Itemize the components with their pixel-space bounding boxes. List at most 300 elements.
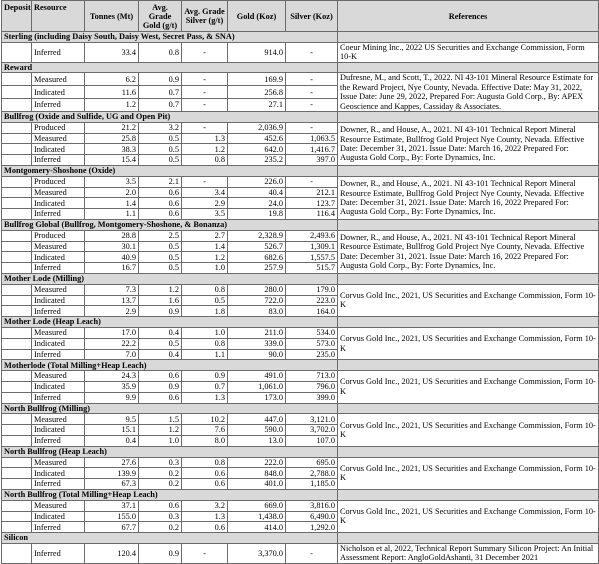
resource-cell: Indicated	[32, 511, 85, 522]
deposit-cell	[2, 99, 32, 112]
tonnes-cell: 1.4	[85, 198, 139, 209]
tonnes-cell: 139.9	[85, 468, 139, 479]
deposit-group-row	[2, 112, 599, 123]
avg-silver-cell: -	[182, 42, 228, 62]
header-gold: Gold (Koz)	[228, 1, 286, 32]
gold-cell: 414.0	[228, 522, 286, 533]
avg-silver-cell: 3.2	[182, 500, 228, 511]
deposit-cell	[2, 176, 32, 187]
deposit-group-row	[2, 220, 599, 231]
avg-gold-cell: 0.9	[139, 543, 182, 563]
silver-cell: 713.0	[286, 371, 338, 382]
deposit-title: Silicon	[2, 533, 338, 544]
deposit-cell	[2, 500, 32, 511]
avg-gold-cell: 0.5	[139, 338, 182, 349]
header-tonnes: Tonnes (Mt)	[85, 1, 139, 32]
resource-cell: Measured	[32, 414, 85, 425]
avg-gold-cell: 0.7	[139, 86, 182, 99]
avg-gold-cell: 0.6	[139, 371, 182, 382]
table-header	[2, 1, 599, 32]
deposit-title: Mother Lode (Heap Leach)	[2, 317, 338, 328]
tonnes-cell: 35.9	[85, 381, 139, 392]
avg-gold-cell: 0.3	[139, 457, 182, 468]
deposit-group-row	[2, 360, 599, 371]
deposit-cell	[2, 543, 32, 563]
avg-silver-cell: 1.3	[182, 511, 228, 522]
avg-gold-cell: 0.2	[139, 479, 182, 490]
deposit-title-reference-cell	[338, 273, 599, 284]
deposit-title-reference-cell	[338, 32, 599, 43]
deposit-title: Bullfrog (Oxide and Sulfide, UG and Open Pit)	[2, 112, 338, 123]
avg-gold-cell: 0.5	[139, 155, 182, 166]
deposit-title: North Bullfrog (Total Milling+Heap Leach)	[2, 489, 338, 500]
silver-cell: -	[286, 99, 338, 112]
avg-gold-cell: 0.2	[139, 522, 182, 533]
table-row	[2, 414, 599, 425]
resource-cell: Measured	[32, 284, 85, 295]
resource-cell: Measured	[32, 500, 85, 511]
tonnes-cell: 6.2	[85, 73, 139, 86]
deposit-title-reference-cell	[338, 360, 599, 371]
tonnes-cell: 16.7	[85, 263, 139, 274]
avg-gold-cell: 0.4	[139, 327, 182, 338]
table-row	[2, 230, 599, 241]
avg-silver-cell: -	[182, 86, 228, 99]
resource-cell: Measured	[32, 133, 85, 144]
avg-gold-cell: 2.5	[139, 230, 182, 241]
silver-cell: 695.0	[286, 457, 338, 468]
gold-cell: 401.0	[228, 479, 286, 490]
tonnes-cell: 25.8	[85, 133, 139, 144]
silver-cell: -	[286, 42, 338, 62]
tonnes-cell: 2.0	[85, 187, 139, 198]
resource-cell: Inferred	[32, 99, 85, 112]
deposit-cell	[2, 122, 32, 133]
silver-cell: -	[286, 176, 338, 187]
resource-cell: Measured	[32, 457, 85, 468]
header-avg-gold: Avg. Grade Gold (g/t)	[139, 1, 182, 32]
silver-cell: 212.1	[286, 187, 338, 198]
resource-cell: Indicated	[32, 425, 85, 436]
avg-silver-cell: -	[182, 99, 228, 112]
gold-cell: 211.0	[228, 327, 286, 338]
deposit-cell	[2, 457, 32, 468]
deposit-title: Montgomery-Shoshone (Oxide)	[2, 166, 338, 177]
silver-cell: 235.0	[286, 349, 338, 360]
resource-cell: Inferred	[32, 543, 85, 563]
silver-cell: 107.0	[286, 435, 338, 446]
silver-cell: 179.0	[286, 284, 338, 295]
silver-cell: 116.4	[286, 209, 338, 220]
gold-cell: 452.6	[228, 133, 286, 144]
resource-cell: Indicated	[32, 198, 85, 209]
tonnes-cell: 67.3	[85, 479, 139, 490]
silver-cell: 573.0	[286, 338, 338, 349]
tonnes-cell: 155.0	[85, 511, 139, 522]
gold-cell: 447.0	[228, 414, 286, 425]
silver-cell: -	[286, 73, 338, 86]
deposit-title: Sterling (including Daisy South, Daisy West, Secret Pass, & SNA)	[2, 32, 338, 43]
gold-cell: 226.0	[228, 176, 286, 187]
gold-cell: 1,061.0	[228, 381, 286, 392]
avg-silver-cell: 8.0	[182, 435, 228, 446]
tonnes-cell: 11.6	[85, 86, 139, 99]
avg-silver-cell: 1.0	[182, 327, 228, 338]
silver-cell: 223.0	[286, 295, 338, 306]
deposit-cell	[2, 435, 32, 446]
tonnes-cell: 38.3	[85, 144, 139, 155]
tonnes-cell: 9.5	[85, 414, 139, 425]
avg-gold-cell: 1.0	[139, 435, 182, 446]
gold-cell: 526.7	[228, 241, 286, 252]
gold-cell: 13.0	[228, 435, 286, 446]
silver-cell: 1,063.5	[286, 133, 338, 144]
deposit-cell	[2, 284, 32, 295]
resource-cell: Indicated	[32, 338, 85, 349]
deposit-title-reference-cell	[338, 446, 599, 457]
resource-cell: Inferred	[32, 392, 85, 403]
table-row	[2, 543, 599, 563]
gold-cell: 642.0	[228, 144, 286, 155]
tonnes-cell: 120.4	[85, 543, 139, 563]
deposit-cell	[2, 511, 32, 522]
deposit-title-reference-cell	[338, 112, 599, 123]
tonnes-cell: 1.1	[85, 209, 139, 220]
gold-cell: 280.0	[228, 284, 286, 295]
resource-cell: Indicated	[32, 144, 85, 155]
resource-cell: Inferred	[32, 155, 85, 166]
tonnes-cell: 21.2	[85, 122, 139, 133]
gold-cell: 222.0	[228, 457, 286, 468]
avg-gold-cell: 0.9	[139, 381, 182, 392]
deposit-cell	[2, 338, 32, 349]
table-row	[2, 122, 599, 133]
silver-cell: -	[286, 122, 338, 133]
tonnes-cell: 3.5	[85, 176, 139, 187]
reference-cell: Corvus Gold Inc., 2021, US Securities and Exchange Commission, Form 10-K	[338, 371, 599, 403]
resource-cell: Inferred	[32, 42, 85, 62]
avg-silver-cell: -	[182, 73, 228, 86]
tonnes-cell: 1.2	[85, 99, 139, 112]
tonnes-cell: 2.9	[85, 306, 139, 317]
deposit-cell	[2, 522, 32, 533]
avg-silver-cell: -	[182, 122, 228, 133]
gold-cell: 24.0	[228, 198, 286, 209]
resource-cell: Measured	[32, 187, 85, 198]
reference-cell: Corvus Gold Inc., 2021, US Securities and Exchange Commission, Form 10-K	[338, 327, 599, 359]
reference-cell: Nicholson et al, 2022, Technical Report Summary Silicon Project: An Initial Assessment Report: AngloGoldAshanti, 31 December 2021	[338, 543, 599, 563]
deposit-cell	[2, 155, 32, 166]
avg-gold-cell: 0.5	[139, 144, 182, 155]
resource-cell: Measured	[32, 327, 85, 338]
deposit-cell	[2, 371, 32, 382]
deposit-title: Reward	[2, 62, 338, 73]
avg-gold-cell: 0.6	[139, 392, 182, 403]
gold-cell: 256.8	[228, 86, 286, 99]
avg-silver-cell: 0.8	[182, 338, 228, 349]
silver-cell: 1,309.1	[286, 241, 338, 252]
resource-cell: Indicated	[32, 295, 85, 306]
gold-cell: 2,036.9	[228, 122, 286, 133]
deposit-group-row	[2, 489, 599, 500]
table-row	[2, 327, 599, 338]
tonnes-cell: 33.4	[85, 42, 139, 62]
avg-gold-cell: 0.5	[139, 241, 182, 252]
resource-cell: Produced	[32, 176, 85, 187]
resource-cell: Produced	[32, 230, 85, 241]
avg-silver-cell: 1.1	[182, 349, 228, 360]
deposit-group-row	[2, 62, 599, 73]
reference-cell: Coeur Mining Inc., 2022 US Securities and Exchange Commission, Form 10-K	[338, 42, 599, 62]
deposit-cell	[2, 73, 32, 86]
table-row	[2, 284, 599, 295]
deposit-group-row	[2, 317, 599, 328]
avg-silver-cell: 7.6	[182, 425, 228, 436]
deposit-cell	[2, 230, 32, 241]
gold-cell: 235.2	[228, 155, 286, 166]
gold-cell: 19.8	[228, 209, 286, 220]
silver-cell: 3,816.0	[286, 500, 338, 511]
gold-cell: 83.0	[228, 306, 286, 317]
avg-gold-cell: 2.1	[139, 176, 182, 187]
deposit-title-reference-cell	[338, 533, 599, 544]
silver-cell: 515.7	[286, 263, 338, 274]
deposit-title: North Bullfrog (Heap Leach)	[2, 446, 338, 457]
reference-cell: Dufresne, M., and Scott, T., 2022. NI 43-101 Mineral Resource Estimate for the Reward Project, Nye County, Nevada. Effective Date: May 31, 2022, Issue Date: June 29, 2022, Prepared For: Augusta Gold Corp., By: APEX Geoscience and Kappes, Cassiday & Associates.	[338, 73, 599, 112]
avg-gold-cell: 0.6	[139, 500, 182, 511]
deposit-cell	[2, 263, 32, 274]
avg-silver-cell: 10.2	[182, 414, 228, 425]
table-body	[2, 32, 599, 564]
avg-silver-cell: -	[182, 543, 228, 563]
resource-cell: Measured	[32, 371, 85, 382]
tonnes-cell: 15.4	[85, 155, 139, 166]
deposit-title: Mother Lode (Milling)	[2, 273, 338, 284]
avg-silver-cell: 0.6	[182, 479, 228, 490]
deposit-cell	[2, 306, 32, 317]
resource-cell: Inferred	[32, 306, 85, 317]
avg-gold-cell: 0.6	[139, 187, 182, 198]
deposit-group-row	[2, 273, 599, 284]
gold-cell: 27.1	[228, 99, 286, 112]
silver-cell: 1,185.0	[286, 479, 338, 490]
tonnes-cell: 28.8	[85, 230, 139, 241]
deposit-group-row	[2, 166, 599, 177]
resource-cell: Measured	[32, 241, 85, 252]
avg-gold-cell: 0.3	[139, 511, 182, 522]
avg-silver-cell: 3.5	[182, 209, 228, 220]
gold-cell: 914.0	[228, 42, 286, 62]
silver-cell: 164.0	[286, 306, 338, 317]
gold-cell: 40.4	[228, 187, 286, 198]
deposit-group-row	[2, 403, 599, 414]
table-row	[2, 457, 599, 468]
silver-cell: -	[286, 543, 338, 563]
avg-silver-cell: 0.7	[182, 381, 228, 392]
avg-gold-cell: 3.2	[139, 122, 182, 133]
avg-silver-cell: 1.8	[182, 306, 228, 317]
silver-cell: 3,702.0	[286, 425, 338, 436]
avg-silver-cell: 1.4	[182, 241, 228, 252]
gold-cell: 90.0	[228, 349, 286, 360]
silver-cell: 123.7	[286, 198, 338, 209]
avg-silver-cell: 1.2	[182, 252, 228, 263]
resource-cell: Produced	[32, 122, 85, 133]
silver-cell: 1,292.0	[286, 522, 338, 533]
deposit-cell	[2, 209, 32, 220]
tonnes-cell: 67.7	[85, 522, 139, 533]
resource-cell: Indicated	[32, 468, 85, 479]
avg-gold-cell: 0.6	[139, 209, 182, 220]
tonnes-cell: 7.3	[85, 284, 139, 295]
gold-cell: 491.0	[228, 371, 286, 382]
header-avg-silver: Avg. Grade Silver (g/t)	[182, 1, 228, 32]
tonnes-cell: 9.9	[85, 392, 139, 403]
gold-cell: 2,328.9	[228, 230, 286, 241]
resource-cell: Inferred	[32, 522, 85, 533]
avg-gold-cell: 0.5	[139, 263, 182, 274]
avg-gold-cell: 1.5	[139, 414, 182, 425]
resource-cell: Inferred	[32, 209, 85, 220]
tonnes-cell: 7.0	[85, 349, 139, 360]
gold-cell: 682.6	[228, 252, 286, 263]
deposit-cell	[2, 349, 32, 360]
avg-gold-cell: 0.5	[139, 252, 182, 263]
reference-cell: Downer, R., and House, A., 2021. NI 43-101 Technical Report Mineral Resource Estimate, Bullfrog Gold Project Nye County, Nevada. Effective Date: December 31, 2021. Issue Date: March 16, 2022 Prepared For: Augusta Gold Corp., By: Forte Dynamics, Inc.	[338, 122, 599, 165]
reference-cell: Corvus Gold Inc., 2021, US Securities and Exchange Commission, Form 10-K	[338, 414, 599, 446]
reference-cell: Corvus Gold Inc., 2021, US Securities and Exchange Commission, Form 10-K	[338, 457, 599, 489]
avg-silver-cell: 0.6	[182, 468, 228, 479]
tonnes-cell: 40.9	[85, 252, 139, 263]
silver-cell: 397.0	[286, 155, 338, 166]
avg-gold-cell: 0.2	[139, 468, 182, 479]
deposit-group-row	[2, 32, 599, 43]
tonnes-cell: 37.1	[85, 500, 139, 511]
tonnes-cell: 15.1	[85, 425, 139, 436]
deposit-title: Bullfrog Global (Bullfrog, Montgomery-Shoshone, & Bonanza)	[2, 220, 338, 231]
gold-cell: 848.0	[228, 468, 286, 479]
deposit-cell	[2, 42, 32, 62]
deposit-cell	[2, 295, 32, 306]
table-row	[2, 176, 599, 187]
avg-gold-cell: 0.4	[139, 349, 182, 360]
deposit-title-reference-cell	[338, 220, 599, 231]
deposit-cell	[2, 252, 32, 263]
avg-silver-cell: 1.2	[182, 144, 228, 155]
resource-table	[1, 0, 599, 564]
tonnes-cell: 17.0	[85, 327, 139, 338]
avg-silver-cell: 0.8	[182, 284, 228, 295]
gold-cell: 3,370.0	[228, 543, 286, 563]
header-silver: Silver (Koz)	[286, 1, 338, 32]
tonnes-cell: 30.1	[85, 241, 139, 252]
silver-cell: 1,416.7	[286, 144, 338, 155]
deposit-cell	[2, 187, 32, 198]
header-deposit: Deposit	[2, 1, 32, 32]
table-row	[2, 500, 599, 511]
gold-cell: 1,438.0	[228, 511, 286, 522]
silver-cell: 534.0	[286, 327, 338, 338]
avg-silver-cell: 1.0	[182, 263, 228, 274]
reference-cell: Corvus Gold Inc., 2021, US Securities and Exchange Commission, Form 10-K	[338, 284, 599, 316]
deposit-cell	[2, 392, 32, 403]
avg-silver-cell: 0.5	[182, 295, 228, 306]
resource-cell: Inferred	[32, 263, 85, 274]
resource-cell: Inferred	[32, 479, 85, 490]
table-row	[2, 42, 599, 62]
avg-silver-cell: 3.4	[182, 187, 228, 198]
gold-cell: 173.0	[228, 392, 286, 403]
deposit-group-row	[2, 533, 599, 544]
gold-cell: 169.9	[228, 73, 286, 86]
tonnes-cell: 0.4	[85, 435, 139, 446]
deposit-cell	[2, 425, 32, 436]
tonnes-cell: 13.7	[85, 295, 139, 306]
header-resource: Resource	[32, 1, 85, 32]
deposit-cell	[2, 468, 32, 479]
silver-cell: 3,121.0	[286, 414, 338, 425]
resource-cell: Measured	[32, 73, 85, 86]
deposit-cell	[2, 133, 32, 144]
silver-cell: 2,493.6	[286, 230, 338, 241]
deposit-cell	[2, 144, 32, 155]
avg-silver-cell: -	[182, 176, 228, 187]
silver-cell: 796.0	[286, 381, 338, 392]
avg-gold-cell: 0.9	[139, 306, 182, 317]
deposit-title-reference-cell	[338, 62, 599, 73]
reference-cell: Downer, R., and House, A., 2021. NI 43-101 Technical Report Mineral Resource Estimate, Bullfrog Gold Project Nye County, Nevada. Effective Date: December 31, 2021. Issue Date: March 16, 2022 Prepared For: Augusta Gold Corp., By: Forte Dynamics, Inc.	[338, 176, 599, 219]
gold-cell: 590.0	[228, 425, 286, 436]
deposit-cell	[2, 198, 32, 209]
deposit-title-reference-cell	[338, 489, 599, 500]
avg-gold-cell: 0.9	[139, 73, 182, 86]
avg-gold-cell: 1.6	[139, 295, 182, 306]
avg-gold-cell: 0.5	[139, 133, 182, 144]
silver-cell: 2,788.0	[286, 468, 338, 479]
deposit-title-reference-cell	[338, 403, 599, 414]
resource-cell: Inferred	[32, 349, 85, 360]
avg-silver-cell: 1.3	[182, 133, 228, 144]
avg-silver-cell: 0.8	[182, 457, 228, 468]
deposit-cell	[2, 241, 32, 252]
silver-cell: -	[286, 86, 338, 99]
tonnes-cell: 22.2	[85, 338, 139, 349]
avg-silver-cell: 2.7	[182, 230, 228, 241]
deposit-title-reference-cell	[338, 317, 599, 328]
avg-gold-cell: 0.7	[139, 99, 182, 112]
table-row	[2, 73, 599, 86]
avg-silver-cell: 1.3	[182, 392, 228, 403]
tonnes-cell: 24.3	[85, 371, 139, 382]
avg-gold-cell: 1.2	[139, 425, 182, 436]
deposit-cell	[2, 414, 32, 425]
avg-silver-cell: 2.9	[182, 198, 228, 209]
reference-cell: Corvus Gold Inc., 2021, US Securities and Exchange Commission, Form 10-K	[338, 500, 599, 532]
tonnes-cell: 27.6	[85, 457, 139, 468]
gold-cell: 257.9	[228, 263, 286, 274]
deposit-cell	[2, 381, 32, 392]
avg-gold-cell: 0.8	[139, 42, 182, 62]
resource-cell: Inferred	[32, 435, 85, 446]
deposit-title-reference-cell	[338, 166, 599, 177]
deposit-cell	[2, 327, 32, 338]
avg-gold-cell: 0.6	[139, 198, 182, 209]
gold-cell: 722.0	[228, 295, 286, 306]
resource-cell: Indicated	[32, 381, 85, 392]
gold-cell: 339.0	[228, 338, 286, 349]
deposit-cell	[2, 479, 32, 490]
gold-cell: 669.0	[228, 500, 286, 511]
